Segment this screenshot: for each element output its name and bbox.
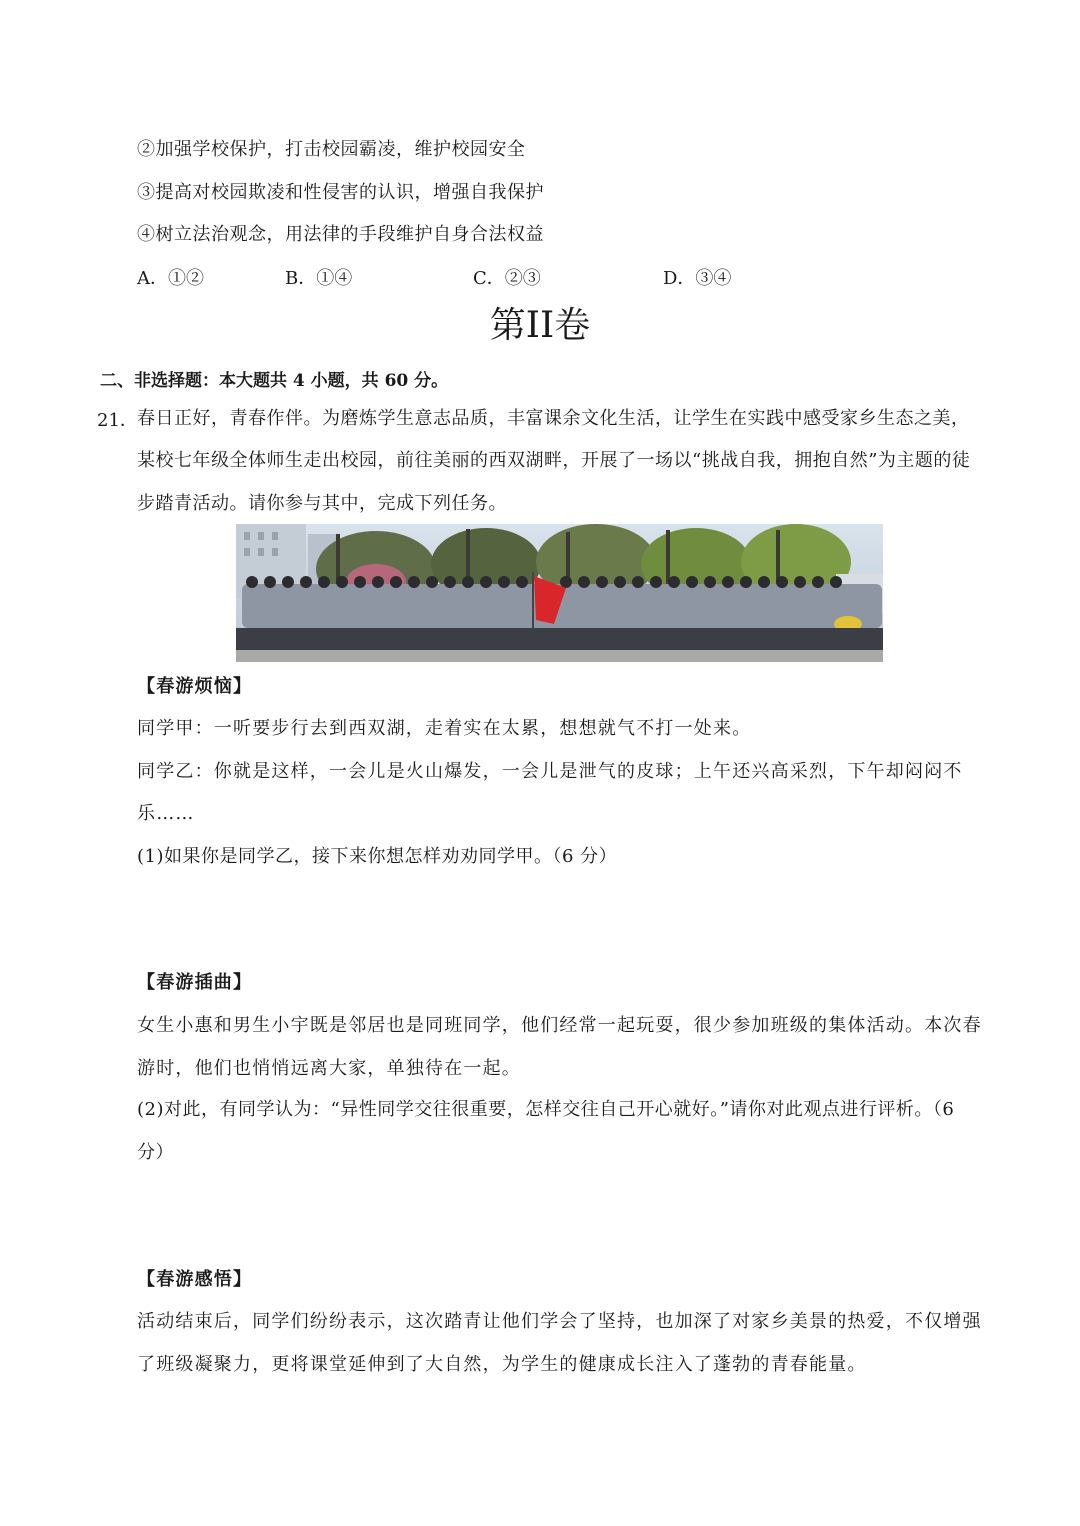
answer-choices [137,264,837,290]
part1-prompt: (1)如果你是同学乙，接下来你想怎样劝劝同学甲。（6 分） [137,846,618,867]
class-group-photo [236,524,883,662]
photo-illustration [236,524,883,662]
part2-prompt-line-1: (2)对此，有同学认为：“异性同学交往很重要，怎样交往自己开心就好。”请你对此观点进行评析。（6 [137,1099,955,1120]
part2-heading: 【春游插曲】 [137,972,253,993]
part2-line-1: 女生小惠和男生小宇既是邻居也是同班同学，他们经常一起玩耍，很少参加班级的集体活动。本次春 [137,1015,982,1036]
option-line-2: ②加强学校保护，打击校园霸凌，维护校园安全 [137,139,526,160]
part1-heading: 【春游烦恼】 [137,676,253,697]
choice-b: B．①④ [285,268,353,289]
part3-line-2: 了班级凝聚力，更将课堂延伸到了大自然，为学生的健康成长注入了蓬勃的青春能量。 [137,1354,867,1375]
choice-d: D．③④ [663,268,732,289]
part3-heading: 【春游感悟】 [137,1269,253,1290]
part1-line-1: 同学甲：一听要步行去到西双湖，走着实在太累，想想就气不打一处来。 [137,718,752,739]
question-number: 21． [97,410,138,431]
part3-line-1: 活动结束后，同学们纷纷表示，这次踏青让他们学会了坚持，也加深了对家乡美景的热爱，不仅增强 [137,1311,982,1332]
part2-line-2: 游时，他们也悄悄远离大家，单独待在一起。 [137,1058,521,1079]
question-intro-line-1: 春日正好，青春作伴。为磨炼学生意志品质，丰富课余文化生活，让学生在实践中感受家乡生态之美， [137,408,970,429]
option-line-4: ④树立法治观念，用法律的手段维护自身合法权益 [137,224,544,245]
choice-a: A．①② [137,268,204,289]
part1-line-2: 同学乙：你就是这样，一会儿是火山爆发，一会儿是泄气的皮球；上午还兴高采烈，下午却闷闷不 [137,761,963,782]
question-intro-line-2: 某校七年级全体师生走出校园，前往美丽的西双湖畔，开展了一场以“挑战自我，拥抱自然”为主题的徒 [137,450,971,471]
section-heading: 二、非选择题：本大题共 4 小题，共 60 分。 [100,371,449,391]
question-intro-line-3: 步踏青活动。请你参与其中，完成下列任务。 [137,493,507,514]
volume-title: 第II卷 [489,305,591,346]
choice-c: C．②③ [473,268,541,289]
part1-line-3: 乐…… [137,803,195,824]
option-line-3: ③提高对校园欺凌和性侵害的认识，增强自我保护 [137,182,544,203]
part2-prompt-line-2: 分） [137,1142,174,1163]
